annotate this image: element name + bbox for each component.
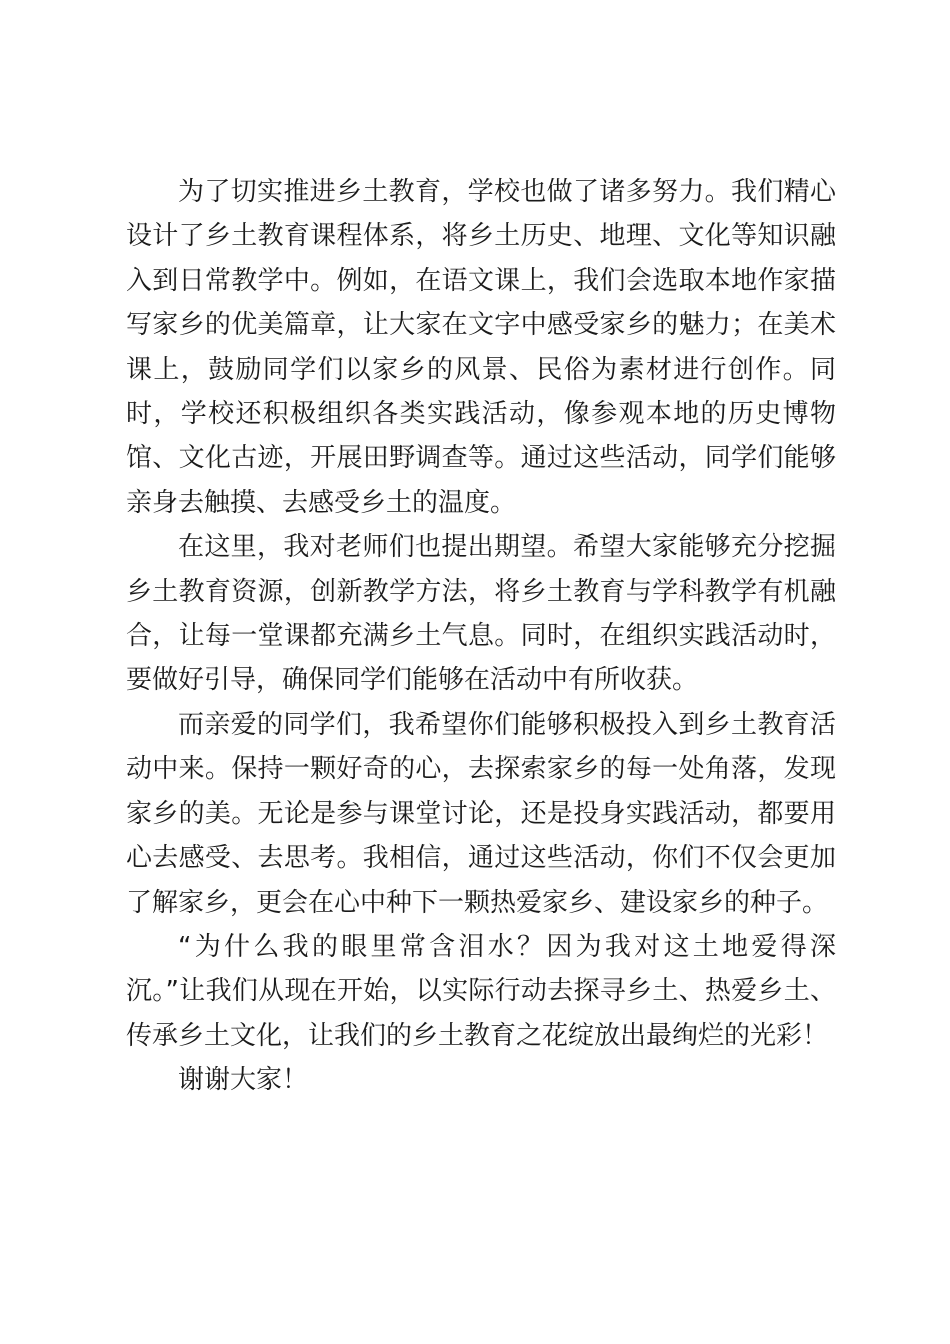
document-body [126,170,836,1103]
paragraph-thanks: 谢谢大家！ [178,1065,309,1096]
paragraph-teacher-expectations: 在这里，我对老师们也提出期望。希望大家能够充分挖掘乡土教育资源，创新教学方法，将乡土教育与学科教学有机融合，让每一堂课都充满乡土气息。同时，在组织实践活动时，要做好引导，确保同学们能够在活动中有所收获。 [126,532,836,696]
paragraph-student-expectations: 而亲爱的同学们，我希望你们能够积极投入到乡土教育活动中来。保持一颗好奇的心，去探索家乡的每一处角落，发现家乡的美。无论是参与课堂讨论，还是投身实践活动，都要用心去感受、去思考。我相信，通过这些活动，你们不仅会更加了解家乡，更会在心中种下一颗热爱家乡、建设家乡的种子。 [126,709,836,918]
paragraph-closing-quote: “为什么我的眼里常含泪水？因为我对这土地爱得深沉。”让我们从现在开始，以实际行动去探寻乡土、热爱乡土、传承乡土文化，让我们的乡土教育之花绽放出最绚烂的光彩！ [126,931,836,1051]
paragraph-school-efforts: 为了切实推进乡土教育，学校也做了诸多努力。我们精心设计了乡土教育课程体系，将乡土历史、地理、文化等知识融入到日常教学中。例如，在语文课上，我们会选取本地作家描写家乡的优美篇章，让大家在文字中感受家乡的魅力；在美术课上，鼓励同学们以家乡的风景、民俗为素材进行创作。同时，学校还积极组织各类实践活动，像参观本地的历史博物馆、文化古迹，开展田野调查等。通过这些活动，同学们能够亲身去触摸、去感受乡土的温度。 [126,177,836,518]
